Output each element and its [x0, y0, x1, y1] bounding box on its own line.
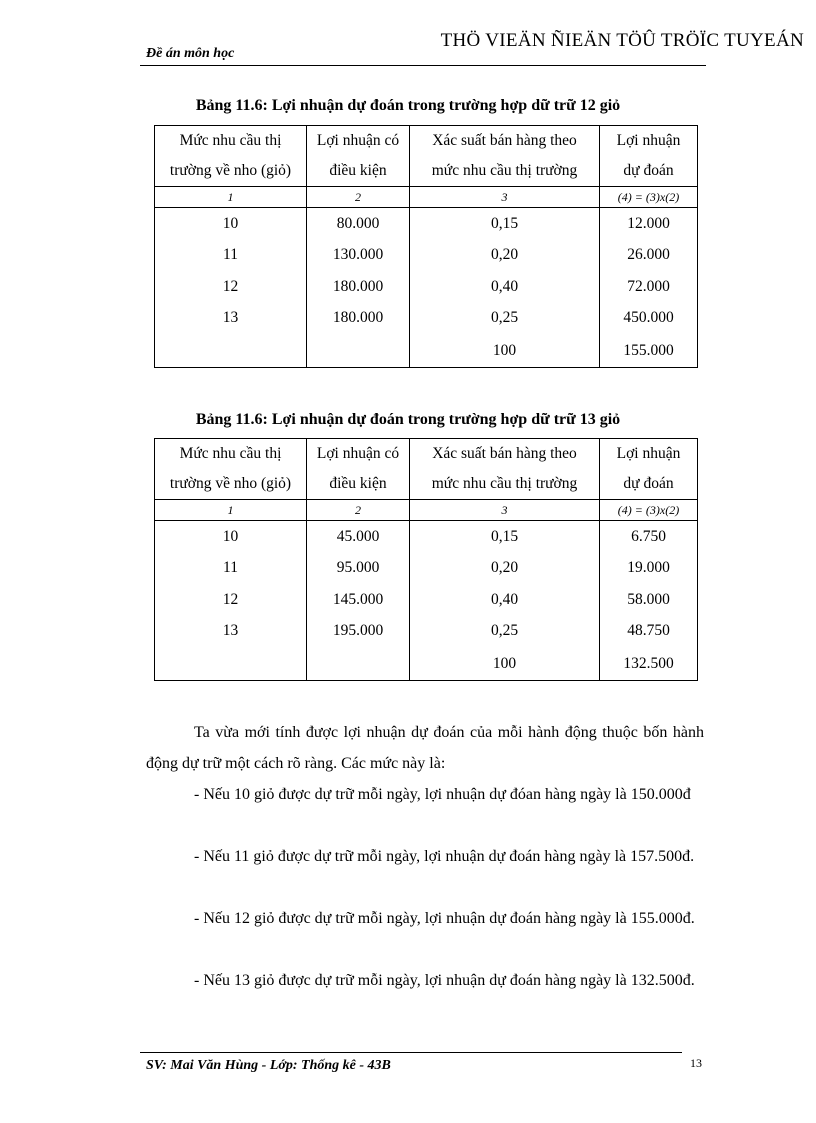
table-header-row [155, 156, 698, 187]
table-cell: 10 [155, 521, 307, 553]
table-cell: 26.000 [600, 240, 698, 272]
table-1-title: Bảng 11.6: Lợi nhuận dự đoán trong trường hợp dữ trữ 12 giỏ [195, 97, 621, 114]
table-cell: 100 [410, 647, 600, 681]
table-cell: 10 [155, 208, 307, 240]
header-cell: Lợi nhuận [600, 126, 698, 157]
table-1 [154, 125, 698, 368]
header-cell: mức nhu cầu thị trường [410, 156, 600, 187]
header-cell: trường về nho (giỏ) [155, 469, 307, 500]
table-cell: 130.000 [307, 240, 410, 272]
table-cell: 80.000 [307, 208, 410, 240]
table-total-row [155, 334, 698, 368]
header-course-title: Đề án môn học [146, 46, 235, 61]
table-cell: 13 [155, 616, 307, 648]
table-row [155, 553, 698, 585]
table-cell: 180.000 [307, 271, 410, 303]
table-cell: 11 [155, 553, 307, 585]
table-row [155, 240, 698, 272]
table-cell: 12 [155, 271, 307, 303]
table-cell [307, 334, 410, 368]
table-cell: 0,15 [410, 521, 600, 553]
header-cell: Mức nhu cầu thị [155, 126, 307, 157]
table-row [155, 303, 698, 335]
index-cell: 1 [155, 500, 307, 521]
table-total-row [155, 647, 698, 681]
index-cell: 3 [410, 500, 600, 521]
table-header-row [155, 439, 698, 470]
index-cell: 3 [410, 187, 600, 208]
header-cell: Lợi nhuận [600, 439, 698, 470]
table-cell: 100 [410, 334, 600, 368]
table-cell: 0,40 [410, 584, 600, 616]
header-cell: Lợi nhuận có [307, 126, 410, 157]
table-cell: 19.000 [600, 553, 698, 585]
table-cell: 95.000 [307, 553, 410, 585]
table-cell: 11 [155, 240, 307, 272]
header-rule [140, 65, 706, 66]
table-cell [307, 647, 410, 681]
footer-author: SV: Mai Văn Hùng - Lớp: Thống kê - 43B [146, 1058, 391, 1073]
header-cell: mức nhu cầu thị trường [410, 469, 600, 500]
header-cell: dự đoán [600, 156, 698, 187]
table-cell: 132.500 [600, 647, 698, 681]
footer-rule [140, 1052, 682, 1053]
list-item: - Nếu 13 giỏ được dự trữ mỗi ngày, lợi nhuận dự đoán hàng ngày là 132.500đ. [194, 972, 695, 989]
header-cell: Xác suất bán hàng theo [410, 126, 600, 157]
page-number: 13 [690, 1056, 702, 1070]
index-cell: 2 [307, 500, 410, 521]
index-cell: 2 [307, 187, 410, 208]
table-index-row [155, 187, 698, 208]
table-cell: 0,20 [410, 240, 600, 272]
header-cell: dự đoán [600, 469, 698, 500]
table-header-row [155, 126, 698, 157]
table-row [155, 521, 698, 553]
table-2 [154, 438, 698, 681]
header-cell: điều kiện [307, 156, 410, 187]
table-cell: 72.000 [600, 271, 698, 303]
header-cell: Lợi nhuận có [307, 439, 410, 470]
table-cell: 48.750 [600, 616, 698, 648]
header-library-title: THÖ VIEÄN ÑIEÄN TÖÛ TRÖÏC TUYEÁN [440, 30, 804, 51]
intro-paragraph: Ta vừa mới tính được lợi nhuận dự đoán của mỗi hành động thuộc bốn hành động dự trữ một cách rõ ràng. Các mức này là: [146, 724, 704, 772]
header-cell: trường về nho (giỏ) [155, 156, 307, 187]
table-index-row [155, 500, 698, 521]
table-cell: 155.000 [600, 334, 698, 368]
index-cell: (4) = (3)x(2) [600, 500, 698, 521]
table-cell: 195.000 [307, 616, 410, 648]
header-cell: điều kiện [307, 469, 410, 500]
table-cell: 145.000 [307, 584, 410, 616]
table-cell: 13 [155, 303, 307, 335]
table-cell: 0,25 [410, 303, 600, 335]
table-row [155, 616, 698, 648]
table-row [155, 584, 698, 616]
list-item: - Nếu 10 giỏ được dự trữ mỗi ngày, lợi nhuận dự đóan hàng ngày là 150.000đ [194, 786, 691, 803]
list-item: - Nếu 12 giỏ được dự trữ mỗi ngày, lợi nhuận dự đoán hàng ngày là 155.000đ. [194, 910, 695, 927]
table-row [155, 208, 698, 240]
table-cell: 12.000 [600, 208, 698, 240]
table-cell: 0,20 [410, 553, 600, 585]
table-cell [155, 647, 307, 681]
table-cell: 180.000 [307, 303, 410, 335]
header-cell: Xác suất bán hàng theo [410, 439, 600, 470]
table-cell: 45.000 [307, 521, 410, 553]
table-2-title: Bảng 11.6: Lợi nhuận dự đoán trong trường hợp dữ trữ 13 giỏ [195, 411, 621, 428]
table-cell: 450.000 [600, 303, 698, 335]
list-item: - Nếu 11 giỏ được dự trữ mỗi ngày, lợi nhuận dự đoán hàng ngày là 157.500đ. [194, 848, 695, 865]
table-cell: 0,40 [410, 271, 600, 303]
index-cell: 1 [155, 187, 307, 208]
table-cell: 58.000 [600, 584, 698, 616]
table-row [155, 271, 698, 303]
table-cell [155, 334, 307, 368]
table-cell: 0,15 [410, 208, 600, 240]
table-cell: 6.750 [600, 521, 698, 553]
table-header-row [155, 469, 698, 500]
table-cell: 0,25 [410, 616, 600, 648]
table-cell: 12 [155, 584, 307, 616]
index-cell: (4) = (3)x(2) [600, 187, 698, 208]
header-cell: Mức nhu cầu thị [155, 439, 307, 470]
